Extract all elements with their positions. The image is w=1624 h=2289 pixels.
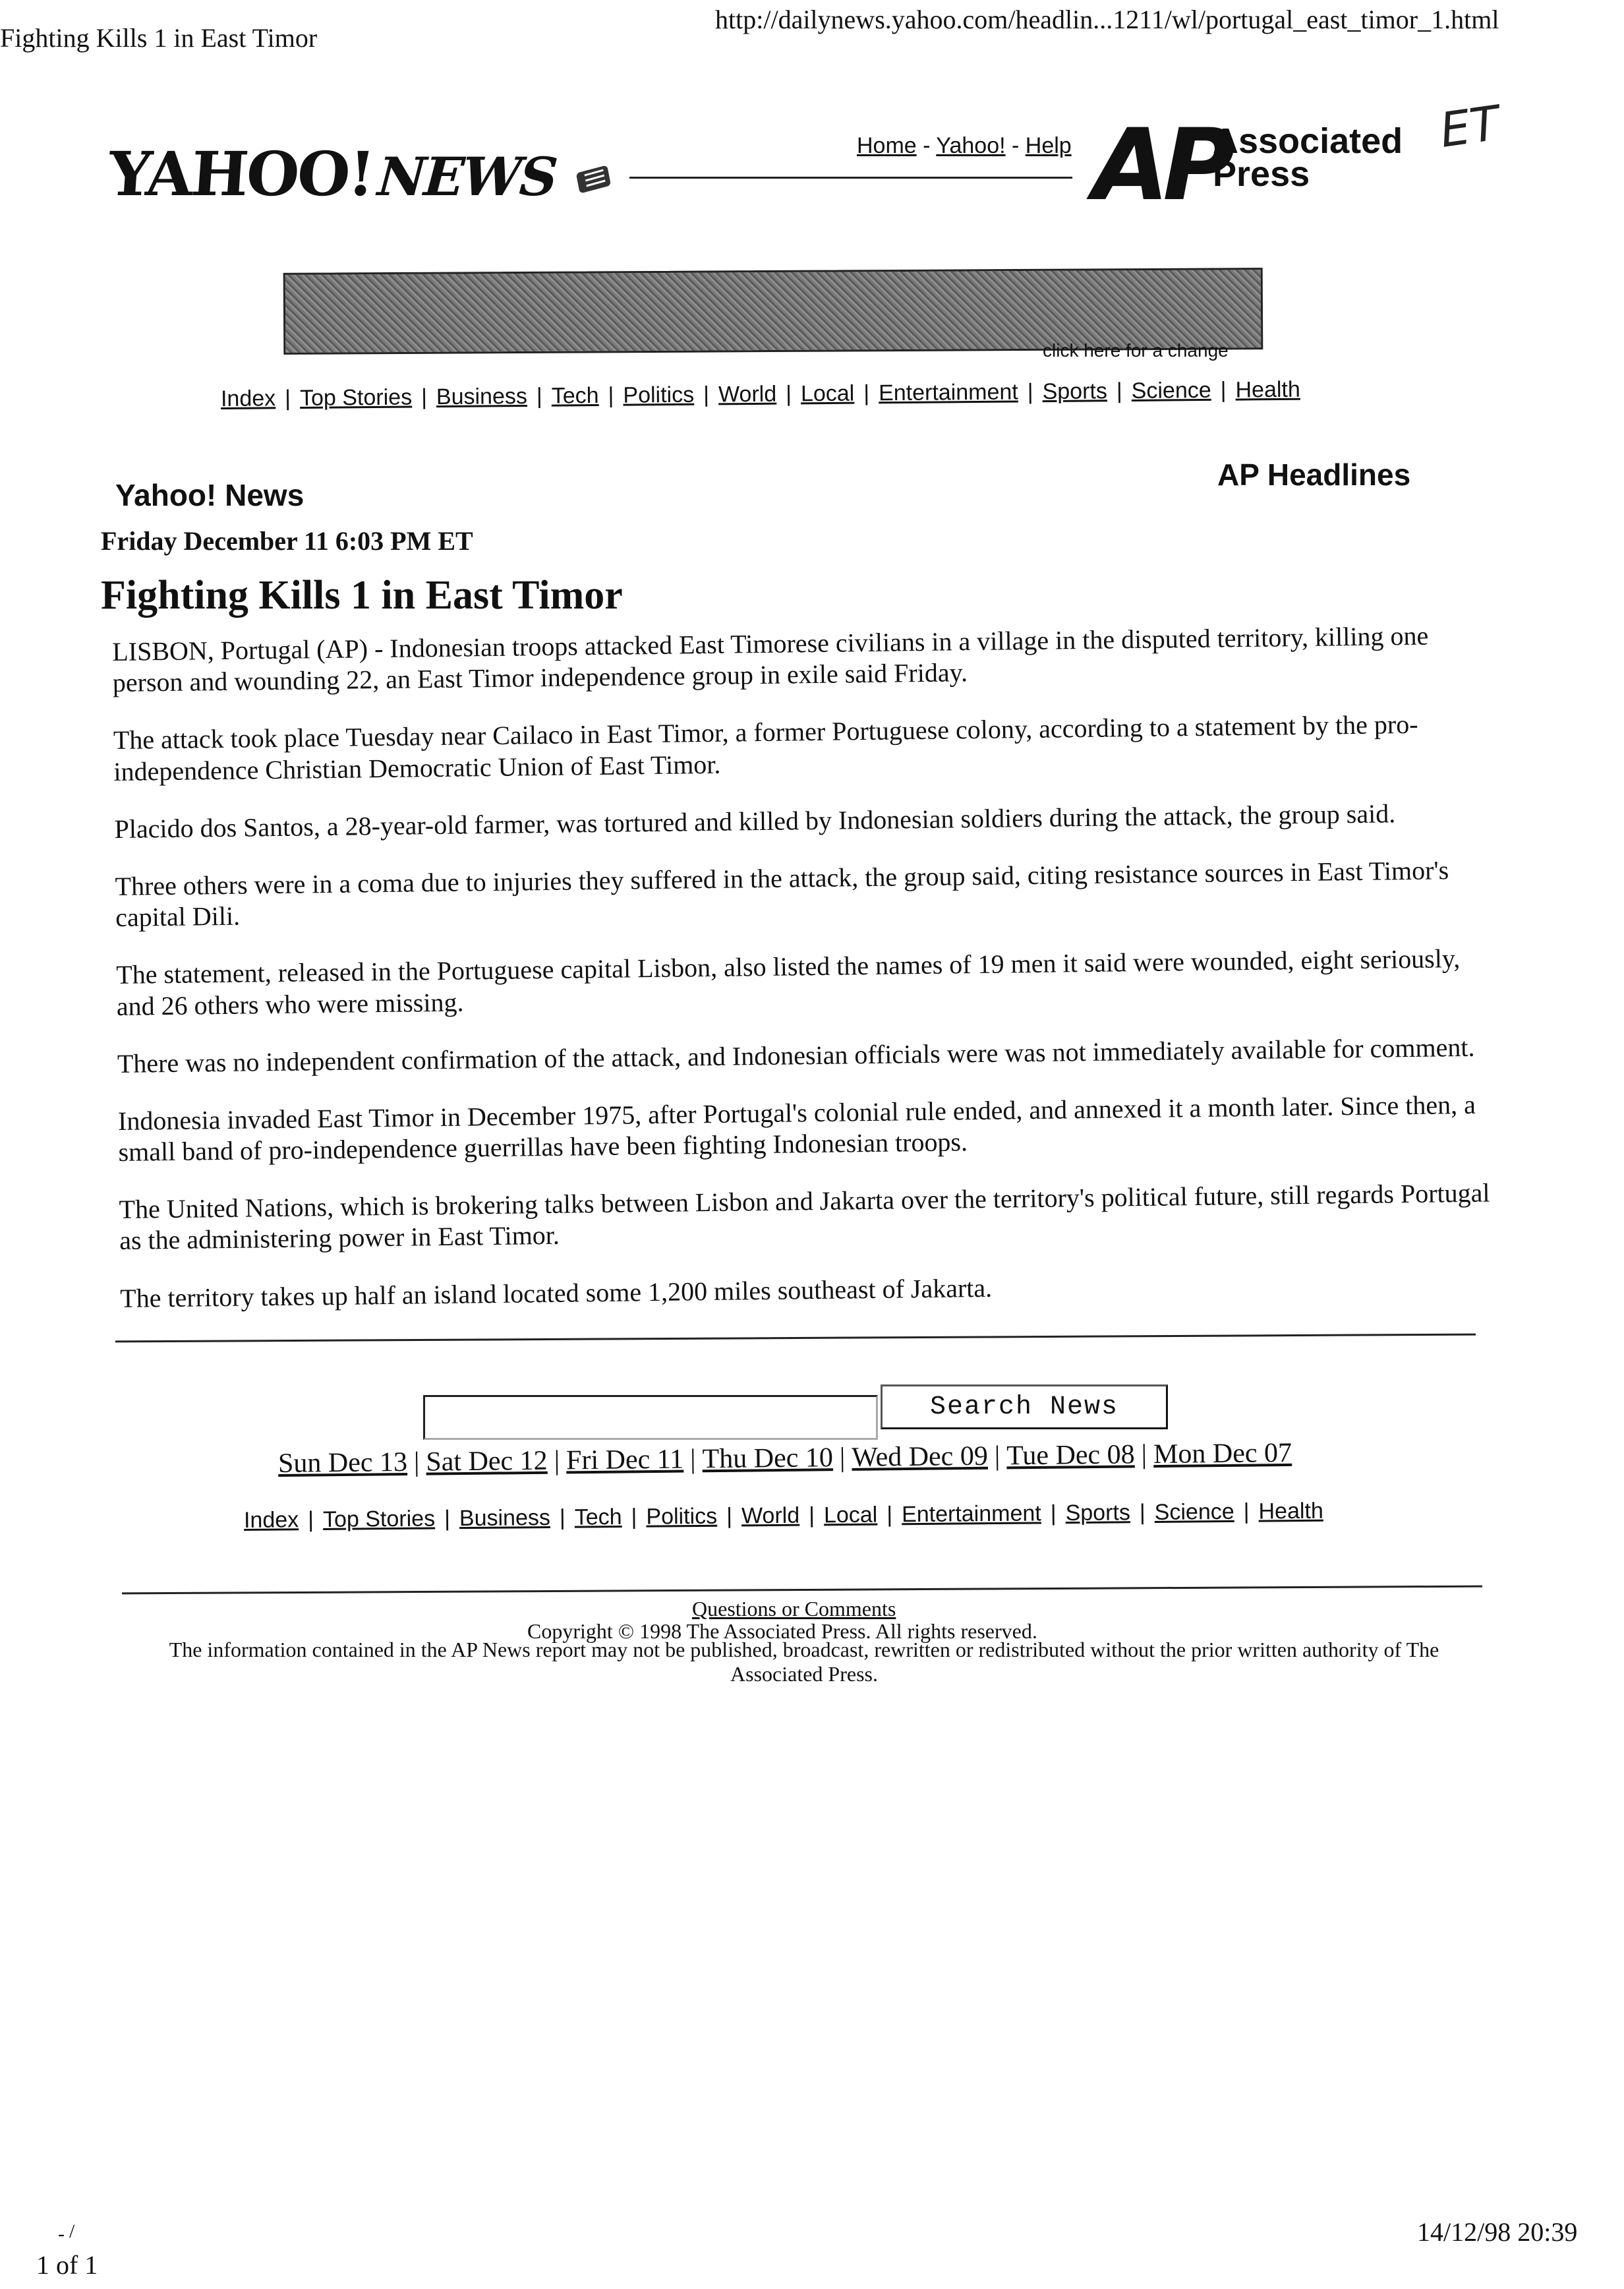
nav-entertainment[interactable]: Entertainment: [901, 1501, 1041, 1528]
top-links: [857, 133, 1072, 159]
nav-separator: |: [1050, 1501, 1057, 1526]
date-link-sun-dec-13[interactable]: Sun Dec 13: [277, 1446, 408, 1479]
nav-local[interactable]: Local: [823, 1502, 878, 1528]
date-link-fri-dec-11[interactable]: Fri Dec 11: [566, 1444, 684, 1476]
nav-tech[interactable]: Tech: [574, 1504, 622, 1530]
top-section-nav: [221, 377, 1300, 412]
nav-separator: |: [608, 382, 614, 408]
nav-separator: |: [1139, 1500, 1146, 1526]
news-logo-text: NEWS: [376, 146, 558, 208]
nav-separator: |: [1220, 377, 1227, 403]
nav-world[interactable]: World: [741, 1502, 800, 1529]
article-body: [112, 620, 1492, 1340]
masthead-rule: [629, 177, 1072, 179]
date-archive-links: [278, 1437, 1292, 1479]
print-page-count: 1 of 1: [36, 2250, 98, 2280]
nav-sports[interactable]: Sports: [1065, 1500, 1131, 1526]
ap-name-line1: Associated: [1213, 121, 1403, 161]
nav-separator: |: [785, 381, 792, 407]
nav-politics[interactable]: Politics: [623, 382, 695, 408]
nav-separator: |: [536, 383, 542, 409]
nav-separator: |: [420, 384, 428, 410]
nav-separator: |: [863, 380, 870, 406]
nav-separator: |: [631, 1504, 637, 1530]
article-paragraph: Indonesia invaded East Timor in December 1975, after Portugal's colonial rule ended, and annexed it a month later. Since then, a small band of pro-independence guerrillas have been fighting Indonesian troops.: [117, 1089, 1476, 1168]
section-label: Yahoo! News: [115, 478, 304, 512]
date-link-thu-dec-10[interactable]: Thu Dec 10: [702, 1442, 834, 1475]
nav-separator: |: [559, 1504, 566, 1530]
article-paragraph: The attack took place Tuesday near Cailaco in East Timor, a former Portuguese colony, according to a statement by the pro-independence Christian Democratic Union of East Timor.: [113, 709, 1418, 787]
date-separator: |: [839, 1442, 846, 1473]
article-paragraph: The territory takes up half an island located some 1,200 miles southeast of Jakarta.: [119, 1272, 993, 1313]
footer-divider: [122, 1586, 1482, 1595]
nav-world[interactable]: World: [718, 381, 777, 407]
article-paragraph: Three others were in a coma due to injuries they suffered in the attack, the group said, citing resistance sources in East Timor's capital Dili.: [115, 855, 1449, 933]
ap-name-line2: Press: [1213, 154, 1310, 194]
date-separator: |: [554, 1445, 560, 1476]
nav-separator: |: [1116, 378, 1122, 404]
nav-separator: |: [1243, 1499, 1250, 1524]
scan-mark: -: [58, 2223, 65, 2245]
date-link-wed-dec-09[interactable]: Wed Dec 09: [852, 1441, 989, 1473]
nav-separator: |: [703, 382, 710, 407]
questions-comments-link[interactable]: Questions or Comments: [692, 1597, 896, 1620]
nav-business[interactable]: Business: [436, 383, 528, 410]
article-paragraph: The United Nations, which is brokering talks between Lisbon and Jakarta over the territory's political future, still regards Portugal as the administering power in East Timor.: [119, 1177, 1490, 1256]
nav-separator: |: [308, 1507, 314, 1533]
home-link[interactable]: Home: [857, 133, 917, 158]
article-headline: Fighting Kills 1 in East Timor: [101, 573, 623, 618]
help-link[interactable]: Help: [1025, 133, 1072, 158]
article-paragraph: LISBON, Portugal (AP) - Indonesian troops attacked East Timorese civilians in a village in the disputed territory, killing one person and wounding 22, an East Timor independence group in exile said Friday.: [112, 620, 1429, 698]
nav-separator: |: [726, 1503, 733, 1529]
nav-tech[interactable]: Tech: [551, 382, 599, 409]
article-paragraph: There was no independent confirmation of the attack, and Indonesian officials were was not immediately available for comment.: [117, 1032, 1475, 1079]
nav-top-stories[interactable]: Top Stories: [322, 1506, 436, 1532]
copyright-notice: Copyright © 1998 The Associated Press. All rights reserved.: [527, 1619, 1037, 1643]
nav-science[interactable]: Science: [1154, 1499, 1234, 1525]
newspaper-icon: [573, 164, 615, 195]
disclaimer-text: The information contained in the AP News report may not be published, broadcast, rewritten or redistributed without the prior written authority of The Associated Press.: [169, 1638, 1439, 1686]
nav-health[interactable]: Health: [1258, 1498, 1323, 1524]
nav-index[interactable]: Index: [243, 1507, 299, 1533]
date-link-sat-dec-12[interactable]: Sat Dec 12: [426, 1445, 548, 1477]
print-timestamp: 14/12/98 20:39: [1417, 2217, 1578, 2247]
print-page-url: http://dailynews.yahoo.com/headlin...1211/wl/portugal_east_timor_1.html: [715, 5, 1499, 34]
nav-top-stories[interactable]: Top Stories: [299, 384, 413, 411]
article-paragraph: Placido dos Santos, a 28-year-old farmer, was tortured and killed by Indonesian soldiers during the attack, the group said.: [114, 798, 1396, 844]
banner-change-link[interactable]: click here for a change: [1043, 340, 1229, 361]
nav-entertainment[interactable]: Entertainment: [878, 379, 1018, 406]
nav-business[interactable]: Business: [459, 1504, 551, 1531]
nav-separator: |: [808, 1502, 815, 1528]
yahoo-logo-text: YAHOO!: [106, 138, 376, 210]
link-separator: -: [1005, 133, 1026, 158]
date-separator: |: [689, 1444, 696, 1475]
nav-separator: |: [886, 1502, 893, 1528]
date-separator: |: [1141, 1439, 1147, 1470]
nav-index[interactable]: Index: [220, 386, 276, 411]
nav-separator: |: [1027, 379, 1033, 405]
nav-sports[interactable]: Sports: [1042, 378, 1108, 405]
search-news-button[interactable]: Search News: [881, 1384, 1168, 1429]
feed-label: AP Headlines: [1217, 458, 1411, 492]
date-link-mon-dec-07[interactable]: Mon Dec 07: [1153, 1437, 1292, 1470]
yahoo-link[interactable]: Yahoo!: [936, 133, 1006, 158]
yahoo-news-logo[interactable]: [106, 138, 617, 210]
scan-mark: /: [69, 2220, 75, 2242]
ap-logo-mark: AP: [1093, 108, 1229, 223]
search-input[interactable]: [423, 1395, 878, 1440]
nav-separator: |: [444, 1506, 451, 1531]
handwritten-note: ET: [1436, 95, 1503, 158]
nav-separator: |: [285, 386, 291, 411]
article-paragraph: The statement, released in the Portuguese capital Lisbon, also listed the names of 19 men it said were wounded, eight seriously, and 26 others who were missing.: [116, 943, 1461, 1021]
nav-local[interactable]: Local: [800, 380, 855, 407]
nav-health[interactable]: Health: [1235, 376, 1300, 403]
date-separator: |: [413, 1446, 420, 1477]
date-link-tue-dec-08[interactable]: Tue Dec 08: [1006, 1439, 1135, 1472]
print-page-title: Fighting Kills 1 in East Timor: [0, 23, 318, 53]
article-dateline: Friday December 11 6:03 PM ET: [101, 526, 473, 556]
nav-politics[interactable]: Politics: [646, 1503, 718, 1530]
link-separator: -: [916, 133, 937, 158]
date-separator: |: [994, 1441, 1000, 1472]
nav-science[interactable]: Science: [1131, 377, 1211, 403]
bottom-section-nav: [244, 1499, 1323, 1533]
ap-logo-name: [1213, 121, 1403, 194]
